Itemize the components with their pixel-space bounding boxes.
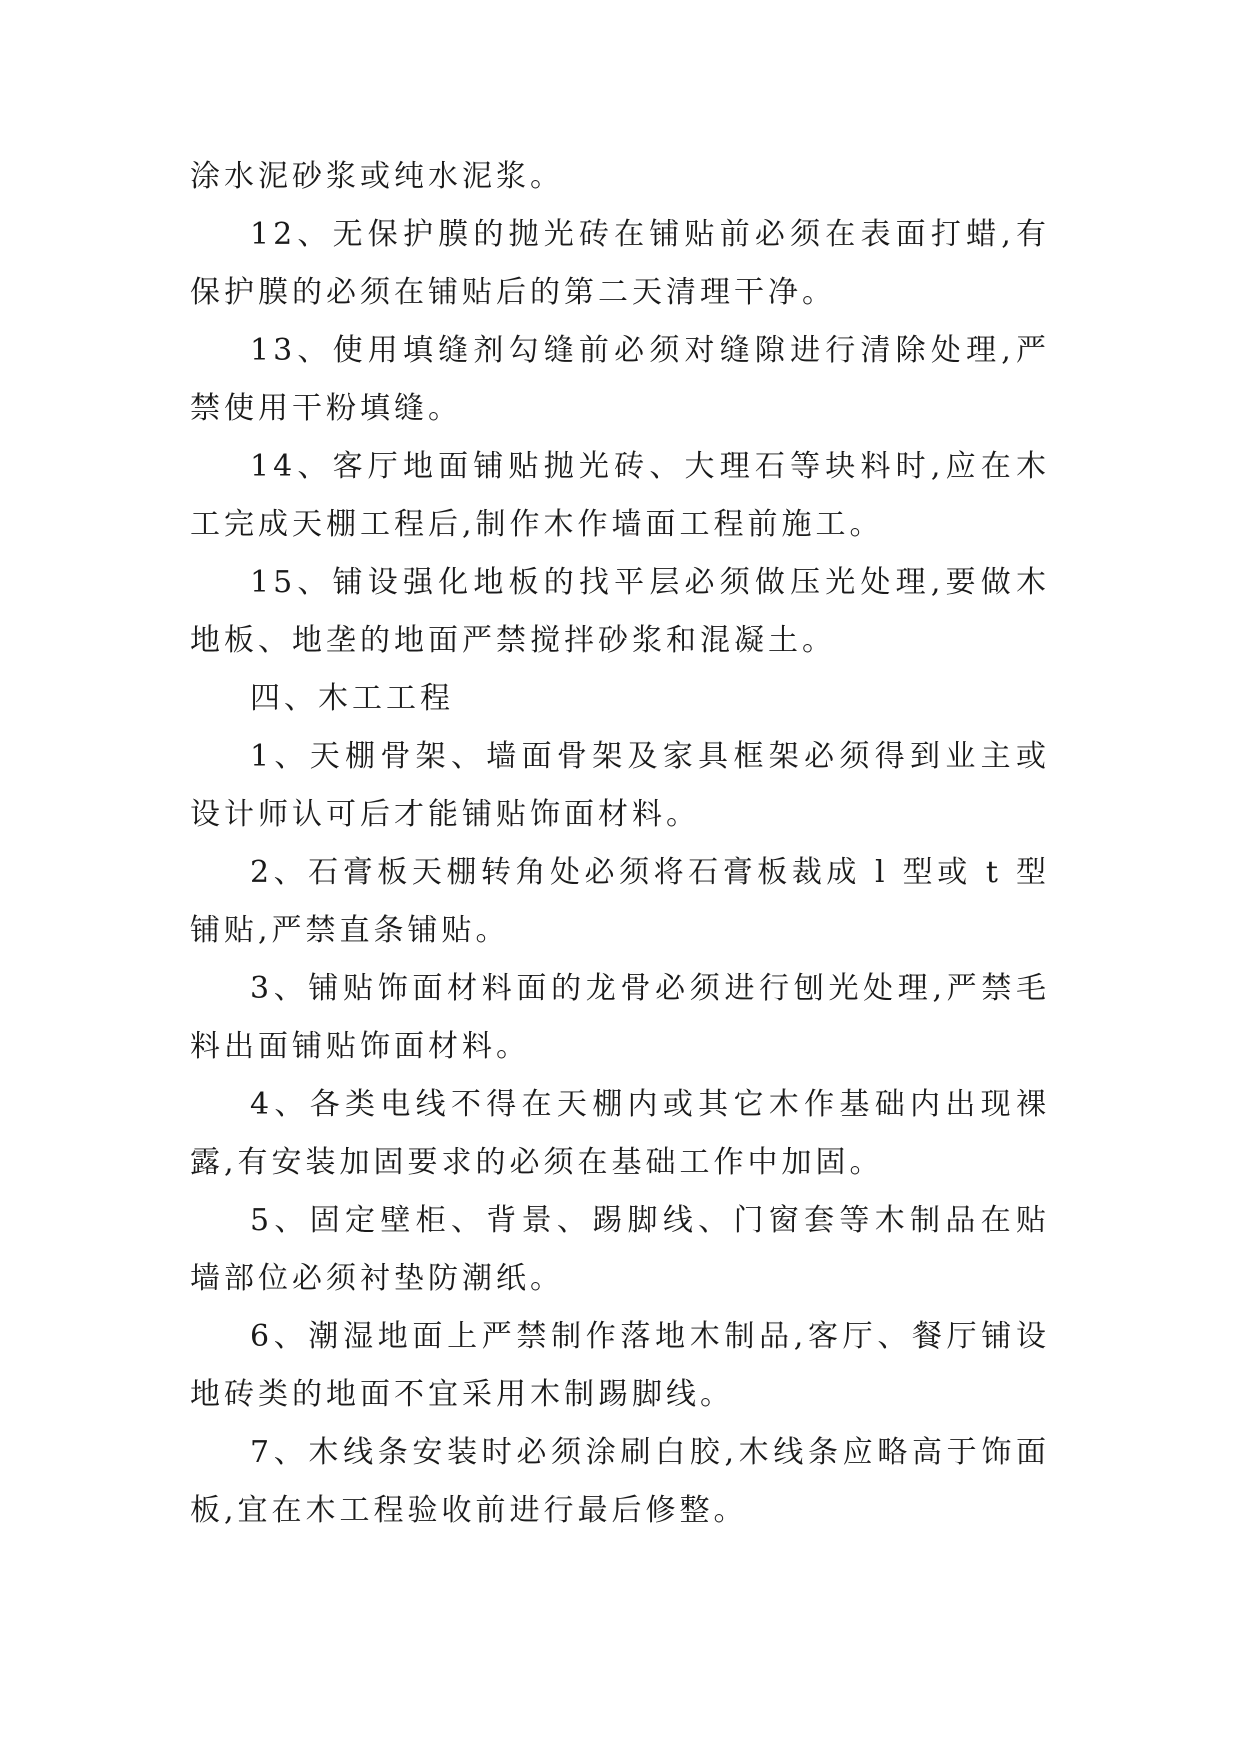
paragraph-carpentry-3: 3、铺贴饰面材料面的龙骨必须进行刨光处理,严禁毛料出面铺贴饰面材料。	[190, 971, 1050, 1064]
paragraph-item-12: 12、无保护膜的抛光砖在铺贴前必须在表面打蜡,有保护膜的必须在铺贴后的第二天清理干净。	[190, 217, 1050, 310]
paragraph-carpentry-6: 6、潮湿地面上严禁制作落地木制品,客厅、餐厅铺设地砖类的地面不宜采用木制踢脚线。	[190, 1319, 1050, 1412]
paragraph-carpentry-1: 1、天棚骨架、墙面骨架及家具框架必须得到业主或设计师认可后才能铺贴饰面材料。	[190, 739, 1050, 832]
paragraph-item-15: 15、铺设强化地板的找平层必须做压光处理,要做木地板、地垄的地面严禁搅拌砂浆和混凝土。	[190, 565, 1050, 658]
paragraph-carpentry-7: 7、木线条安装时必须涂刷白胶,木线条应略高于饰面板,宜在木工程验收前进行最后修整。	[190, 1435, 1050, 1528]
paragraph-continuation: 涂水泥砂浆或纯水泥浆。	[190, 159, 564, 194]
paragraph-carpentry-2: 2、石膏板天棚转角处必须将石膏板裁成 l 型或 t 型铺贴,严禁直条铺贴。	[190, 855, 1050, 948]
paragraph-carpentry-5: 5、固定壁柜、背景、踢脚线、门窗套等木制品在贴墙部位必须衬垫防潮纸。	[190, 1203, 1050, 1296]
document-page	[190, 148, 1050, 1540]
paragraph-carpentry-4: 4、各类电线不得在天棚内或其它木作基础内出现裸露,有安装加固要求的必须在基础工作中加固。	[190, 1087, 1050, 1180]
section-heading-carpentry: 四、木工工程	[250, 681, 454, 716]
paragraph-item-13: 13、使用填缝剂勾缝前必须对缝隙进行清除处理,严禁使用干粉填缝。	[190, 333, 1050, 426]
paragraph-item-14: 14、客厅地面铺贴抛光砖、大理石等块料时,应在木工完成天棚工程后,制作木作墙面工程前施工。	[190, 449, 1050, 542]
